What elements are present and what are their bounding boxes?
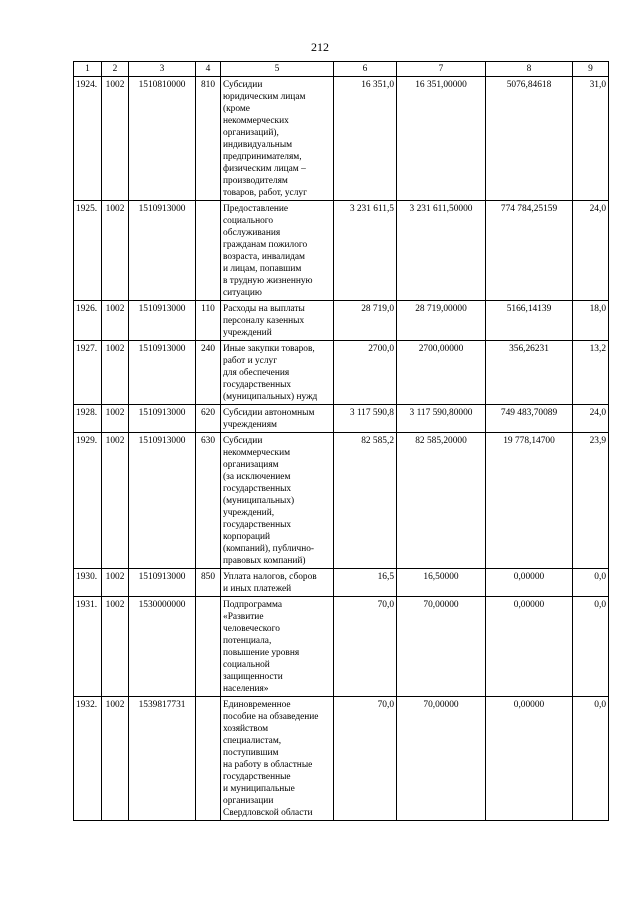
item-name-cell: Субсидии некоммерческим организациям (за исключением государственных (муниципальных) учреждений, государственных корпораций (компаний), публично- правовых компаний) xyxy=(221,433,334,569)
percent-cell: 0,0 xyxy=(573,597,609,697)
planned-amount-cell: 28 719,0 xyxy=(334,301,397,341)
section-code-cell: 1002 xyxy=(102,597,129,697)
adjusted-amount-cell: 2700,00000 xyxy=(397,341,486,405)
target-article-cell: 1539817731 xyxy=(129,697,196,821)
adjusted-amount-cell: 70,00000 xyxy=(397,697,486,821)
planned-amount-cell: 16,5 xyxy=(334,569,397,597)
expense-type-cell xyxy=(196,201,221,301)
expense-type-cell: 240 xyxy=(196,341,221,405)
column-header-8: 8 xyxy=(486,62,573,77)
row-number-cell: 1932. xyxy=(74,697,102,821)
target-article-cell: 1510913000 xyxy=(129,301,196,341)
target-article-cell: 1510810000 xyxy=(129,77,196,201)
expense-type-cell: 620 xyxy=(196,405,221,433)
adjusted-amount-cell: 16,50000 xyxy=(397,569,486,597)
percent-cell: 18,0 xyxy=(573,301,609,341)
row-number-cell: 1929. xyxy=(74,433,102,569)
executed-amount-cell: 0,00000 xyxy=(486,569,573,597)
adjusted-amount-cell: 70,00000 xyxy=(397,597,486,697)
percent-cell: 0,0 xyxy=(573,697,609,821)
section-code-cell: 1002 xyxy=(102,77,129,201)
item-name-cell: Единовременное пособие на обзаведение хозяйством специалистам, поступившим на работу в областные государственные и муниципальные организации Свердловской области xyxy=(221,697,334,821)
adjusted-amount-cell: 3 117 590,80000 xyxy=(397,405,486,433)
planned-amount-cell: 82 585,2 xyxy=(334,433,397,569)
executed-amount-cell: 0,00000 xyxy=(486,697,573,821)
adjusted-amount-cell: 3 231 611,50000 xyxy=(397,201,486,301)
percent-cell: 24,0 xyxy=(573,405,609,433)
table-row xyxy=(74,301,609,341)
adjusted-amount-cell: 16 351,00000 xyxy=(397,77,486,201)
section-code-cell: 1002 xyxy=(102,201,129,301)
item-name-cell: Расходы на выплаты персоналу казенных учреждений xyxy=(221,301,334,341)
item-name-cell: Предоставление социального обслуживания гражданам пожилого возраста, инвалидам и лицам, попавшим в трудную жизненную ситуацию xyxy=(221,201,334,301)
section-code-cell: 1002 xyxy=(102,301,129,341)
section-code-cell: 1002 xyxy=(102,405,129,433)
expense-type-cell: 810 xyxy=(196,77,221,201)
table-row xyxy=(74,405,609,433)
row-number-cell: 1931. xyxy=(74,597,102,697)
table-row xyxy=(74,697,609,821)
target-article-cell: 1510913000 xyxy=(129,433,196,569)
executed-amount-cell: 356,26231 xyxy=(486,341,573,405)
planned-amount-cell: 3 117 590,8 xyxy=(334,405,397,433)
planned-amount-cell: 2700,0 xyxy=(334,341,397,405)
planned-amount-cell: 70,0 xyxy=(334,697,397,821)
row-number-cell: 1925. xyxy=(74,201,102,301)
section-code-cell: 1002 xyxy=(102,341,129,405)
row-number-cell: 1924. xyxy=(74,77,102,201)
target-article-cell: 1510913000 xyxy=(129,201,196,301)
column-header-5: 5 xyxy=(221,62,334,77)
target-article-cell: 1530000000 xyxy=(129,597,196,697)
adjusted-amount-cell: 82 585,20000 xyxy=(397,433,486,569)
row-number-cell: 1927. xyxy=(74,341,102,405)
executed-amount-cell: 19 778,14700 xyxy=(486,433,573,569)
table-row xyxy=(74,433,609,569)
row-number-cell: 1926. xyxy=(74,301,102,341)
column-header-1: 1 xyxy=(74,62,102,77)
expense-type-cell: 850 xyxy=(196,569,221,597)
table-body xyxy=(74,77,609,821)
target-article-cell: 1510913000 xyxy=(129,405,196,433)
item-name-cell: Иные закупки товаров, работ и услуг для обеспечения государственных (муниципальных) нужд xyxy=(221,341,334,405)
table-header xyxy=(74,62,609,77)
adjusted-amount-cell: 28 719,00000 xyxy=(397,301,486,341)
table-row xyxy=(74,201,609,301)
header-row xyxy=(74,62,609,77)
item-name-cell: Уплата налогов, сборов и иных платежей xyxy=(221,569,334,597)
percent-cell: 31,0 xyxy=(573,77,609,201)
planned-amount-cell: 3 231 611,5 xyxy=(334,201,397,301)
column-header-9: 9 xyxy=(573,62,609,77)
column-header-6: 6 xyxy=(334,62,397,77)
item-name-cell: Субсидии автономным учреждениям xyxy=(221,405,334,433)
expense-type-cell: 630 xyxy=(196,433,221,569)
column-header-4: 4 xyxy=(196,62,221,77)
target-article-cell: 1510913000 xyxy=(129,341,196,405)
planned-amount-cell: 16 351,0 xyxy=(334,77,397,201)
percent-cell: 23,9 xyxy=(573,433,609,569)
expense-type-cell xyxy=(196,597,221,697)
row-number-cell: 1930. xyxy=(74,569,102,597)
table-row xyxy=(74,597,609,697)
percent-cell: 24,0 xyxy=(573,201,609,301)
item-name-cell: Субсидии юридическим лицам (кроме некоммерческих организаций), индивидуальным предпринимателям, физическим лицам – производителям товаров, работ, услуг xyxy=(221,77,334,201)
table-row xyxy=(74,569,609,597)
section-code-cell: 1002 xyxy=(102,697,129,821)
item-name-cell: Подпрограмма «Развитие человеческого потенциала, повышение уровня социальной защищенности населения» xyxy=(221,597,334,697)
percent-cell: 13,2 xyxy=(573,341,609,405)
section-code-cell: 1002 xyxy=(102,433,129,569)
budget-table xyxy=(73,61,609,821)
table-row xyxy=(74,77,609,201)
table-row xyxy=(74,341,609,405)
column-header-2: 2 xyxy=(102,62,129,77)
executed-amount-cell: 0,00000 xyxy=(486,597,573,697)
planned-amount-cell: 70,0 xyxy=(334,597,397,697)
column-header-3: 3 xyxy=(129,62,196,77)
executed-amount-cell: 774 784,25159 xyxy=(486,201,573,301)
executed-amount-cell: 5166,14139 xyxy=(486,301,573,341)
executed-amount-cell: 749 483,70089 xyxy=(486,405,573,433)
column-header-7: 7 xyxy=(397,62,486,77)
executed-amount-cell: 5076,84618 xyxy=(486,77,573,201)
row-number-cell: 1928. xyxy=(74,405,102,433)
percent-cell: 0,0 xyxy=(573,569,609,597)
section-code-cell: 1002 xyxy=(102,569,129,597)
expense-type-cell: 110 xyxy=(196,301,221,341)
expense-type-cell xyxy=(196,697,221,821)
target-article-cell: 1510913000 xyxy=(129,569,196,597)
page-number: 212 xyxy=(311,40,329,54)
